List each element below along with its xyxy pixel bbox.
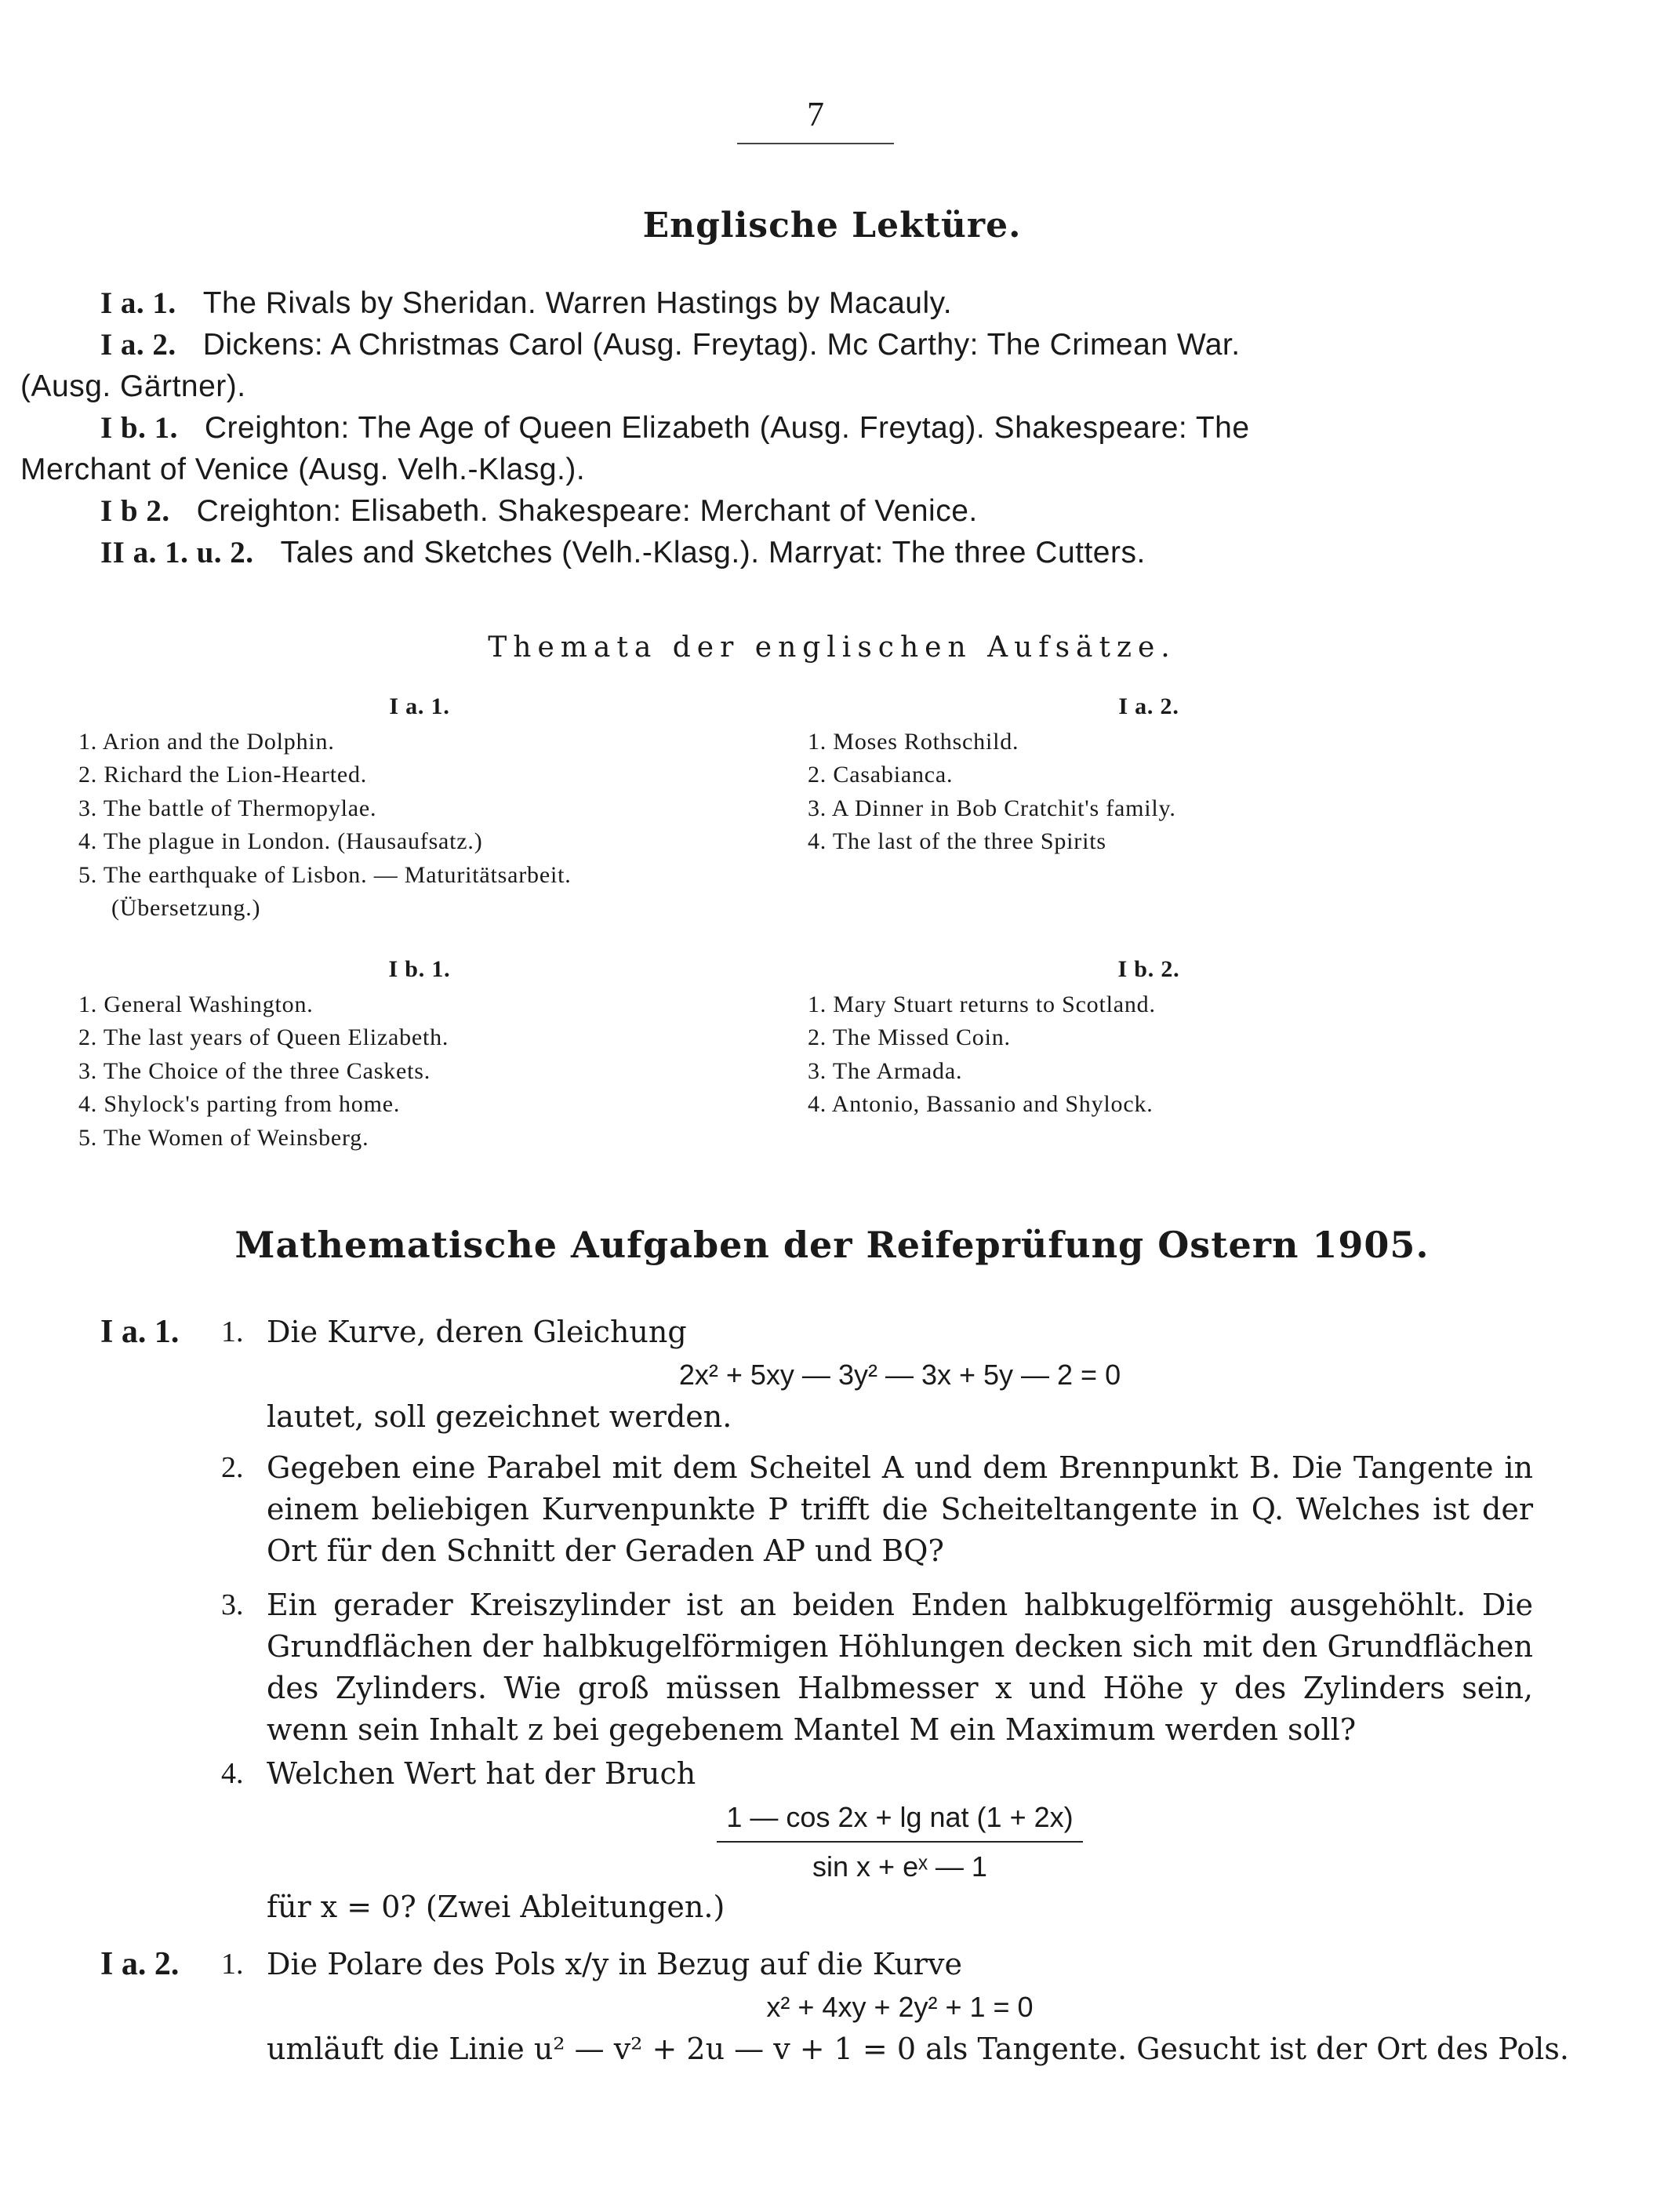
lekture-entry (100, 532, 1535, 573)
lekture-entry-label: II a. 1. u. 2. (100, 536, 254, 569)
topic-item: 5. The Women of Weinsberg. (78, 1124, 369, 1151)
topic-item: 2. The Missed Coin. (808, 1024, 1011, 1050)
math-question-text: Welchen Wert hat der Bruch (267, 1756, 696, 1791)
topic-group-heading: I b. 2. (1117, 956, 1180, 982)
lekture-entry-text: (Ausg. Gärtner). (20, 369, 246, 403)
math-question-text: Gegeben eine Parabel mit dem Scheitel A und dem Brennpunkt B. Die Tangente in einem beliebigen Kurvenpunkte P trifft die Scheiteltangente in Q. Welches ist der Ort für den Schnitt der Geraden AP und BQ? (267, 1450, 1533, 1568)
lekture-entry (100, 324, 1535, 366)
lekture-entry (100, 407, 1535, 449)
themata-heading: Themata der englischen Aufsätze. (488, 631, 1176, 664)
math-question-number: 3. (221, 1588, 244, 1621)
math-question-number: 2. (221, 1451, 244, 1484)
topic-item: 4. Shylock's parting from home. (78, 1091, 401, 1117)
lekture-entry-text: Creighton: Elisabeth. Shakespeare: Merchant of Venice. (196, 494, 978, 528)
math-section-label: I a. 2. (100, 1946, 180, 1982)
math-question-text: für x = 0? (Zwei Ableitungen.) (267, 1890, 725, 1924)
lekture-entry-label: I b. 1. (100, 411, 178, 445)
topic-group-heading: I a. 2. (1118, 693, 1179, 719)
page-number-rule (737, 143, 894, 144)
topic-item: 2. Casabianca. (808, 762, 954, 788)
math-question-text: Ein gerader Kreiszylinder ist an beiden Enden halbkugelförmig ausgehöhlt. Die Grundflächen der halbkugelförmigen Höhlungen decken sich mit den Grundflächen des Zylinders. Wie groß müssen Halbmesser x und Höhe y des Zylinders sein, wenn sein Inhalt z bei gegebenem Mantel M ein Maximum werden soll? (267, 1588, 1533, 1747)
math-equation: 2x² + 5xy — 3y² — 3x + 5y — 2 = 0 (678, 1359, 1121, 1391)
topic-item: 3. A Dinner in Bob Cratchit's family. (808, 795, 1176, 821)
lekture-entry-text: Creighton: The Age of Queen Elizabeth (Ausg. Freytag). Shakespeare: The (204, 411, 1250, 445)
lekture-entry-label: I a. 2. (100, 328, 176, 362)
topic-item: 4. The last of the three Spirits (808, 828, 1106, 854)
topic-item: 3. The Armada. (808, 1057, 963, 1084)
lekture-list (20, 282, 1535, 573)
lekture-entry (100, 490, 1535, 532)
lekture-entry-continuation (20, 449, 1535, 490)
topic-group-ia1 (78, 690, 761, 926)
lekture-heading: Englische Lektüre. (642, 206, 1022, 246)
page-number: 7 (807, 95, 824, 133)
topic-group-heading: I b. 1. (388, 956, 451, 982)
topic-item: 4. Antonio, Bassanio and Shylock. (808, 1091, 1154, 1117)
topic-item: 2. Richard the Lion-Hearted. (78, 762, 368, 788)
math-equation: x² + 4xy + 2y² + 1 = 0 (766, 1991, 1034, 2023)
lekture-entry-label: I b 2. (100, 494, 170, 528)
math-question-text: umläuft die Linie u² — v² + 2u — v + 1 = 0 als Tangente. Gesucht ist der Ort des Pols. (267, 2032, 1569, 2066)
lekture-entry-text: Dickens: A Christmas Carol (Ausg. Freytag). Mc Carthy: The Crimean War. (202, 328, 1241, 362)
math-question-number: 1. (221, 1315, 244, 1348)
math-question-text: Die Kurve, deren Gleichung (267, 1315, 687, 1349)
lekture-entry-continuation (20, 366, 1535, 407)
topic-item: 2. The last years of Queen Elizabeth. (78, 1024, 449, 1050)
topic-item: 1. Mary Stuart returns to Scotland. (808, 991, 1156, 1017)
math-question-number: 4. (221, 1757, 244, 1790)
topic-item-continuation: (Übersetzung.) (111, 895, 261, 921)
fraction-denominator: sin x + eˣ — 1 (812, 1850, 987, 1883)
lekture-entry-text: Merchant of Venice (Ausg. Velh.-Klasg.). (20, 453, 586, 486)
lekture-entry-text: The Rivals by Sheridan. Warren Hastings by Macauly. (202, 286, 953, 320)
lekture-entry (100, 282, 1535, 324)
lekture-entry-text: Tales and Sketches (Velh.-Klasg.). Marryat: The three Cutters. (280, 536, 1146, 569)
math-question-text: Die Polare des Pols x/y in Bezug auf die Kurve (267, 1947, 962, 1981)
topic-item: 1. Moses Rothschild. (808, 728, 1019, 755)
math-question-text: lautet, soll gezeichnet werden. (267, 1399, 732, 1434)
topic-item: 1. General Washington. (78, 991, 314, 1017)
topic-item: 4. The plague in London. (Hausaufsatz.) (78, 828, 483, 854)
topic-item: 3. The battle of Thermopylae. (78, 795, 377, 821)
topic-group-ib1 (78, 953, 761, 1155)
topic-item: 1. Arion and the Dolphin. (78, 728, 335, 755)
math-fraction (267, 1796, 1533, 1887)
topic-item: 3. The Choice of the three Caskets. (78, 1057, 431, 1084)
topic-group-ia2 (808, 690, 1490, 859)
lekture-entry-label: I a. 1. (100, 286, 176, 320)
fraction-numerator: 1 — cos 2x + lg nat (1 + 2x) (717, 1796, 1082, 1843)
topic-item: 5. The earthquake of Lisbon. — Maturitätsarbeit. (78, 861, 572, 888)
topic-group-heading: I a. 1. (389, 693, 450, 719)
math-section-label: I a. 1. (100, 1314, 180, 1350)
math-heading: Mathematische Aufgaben der Reifeprüfung Ostern 1905. (234, 1224, 1430, 1266)
math-question-number: 1. (221, 1948, 244, 1981)
topic-group-ib2 (808, 953, 1490, 1122)
